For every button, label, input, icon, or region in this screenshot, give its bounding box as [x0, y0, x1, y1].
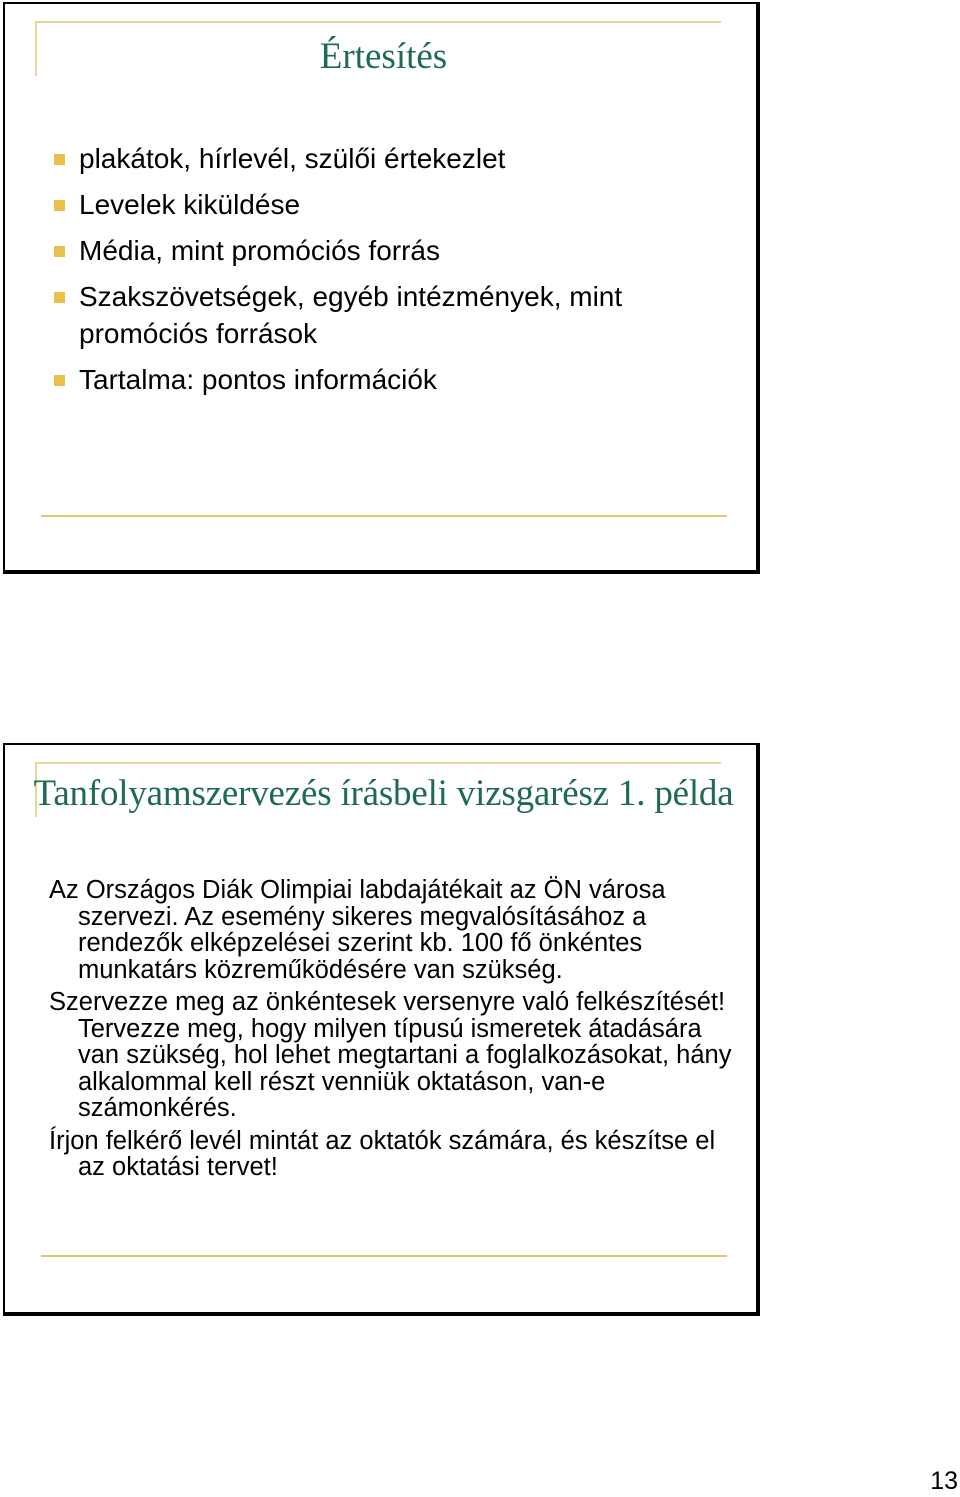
- bullet-text: Levelek kiküldése: [79, 189, 301, 220]
- bullet-text: Tartalma: pontos információk: [79, 364, 437, 395]
- task-paragraph: Az Országos Diák Olimpiai labdajátékait az ÖN városa szervezi. Az esemény sikeres megvalósításához a rendezők elképzelései szerint kb. 100 fő önkéntes munkatárs közreműködésére van szükség.: [49, 876, 666, 984]
- bullet-item: [49, 361, 729, 398]
- slide-title: Értesítés: [319, 36, 448, 77]
- bullet-list: [49, 140, 729, 407]
- slide-title: Tanfolyamszervezés írásbeli vizsgarész 1. példa: [33, 773, 734, 814]
- task-paragraph: Szervezze meg az önkéntesek versenyre való felkészítését! Tervezze meg, hogy milyen típusú ismeretek átadására van szükség, hol lehet megtartani a foglalkozásokat, hány alkalommal kell részt venniük oktatáson, van-e számonkérés.: [49, 988, 732, 1122]
- bullet-item: [49, 278, 729, 352]
- slide-tanfolyamszervezes: [3, 743, 760, 1316]
- task-description: [49, 877, 739, 1187]
- bullet-item: [49, 232, 729, 269]
- square-bullet-icon: [54, 246, 65, 257]
- square-bullet-icon: [54, 375, 65, 386]
- bullet-text: plakátok, hírlevél, szülői értekezlet: [79, 143, 506, 174]
- bullet-text: Média, mint promóciós forrás: [79, 235, 441, 266]
- slide-divider-line: [41, 1255, 727, 1257]
- slide-ertesites: [3, 2, 760, 574]
- square-bullet-icon: [54, 292, 65, 303]
- slide-divider-line: [41, 515, 727, 517]
- bullet-item: [49, 186, 729, 223]
- square-bullet-icon: [54, 200, 65, 211]
- bullet-item: [49, 140, 729, 177]
- square-bullet-icon: [54, 154, 65, 165]
- task-paragraph: Írjon felkérő levél mintát az oktatók számára, és készítse el az oktatási tervet!: [49, 1126, 716, 1181]
- bullet-text: Szakszövetségek, egyéb intézmények, mint promóciós források: [79, 281, 623, 349]
- page-number: 13: [930, 1467, 958, 1495]
